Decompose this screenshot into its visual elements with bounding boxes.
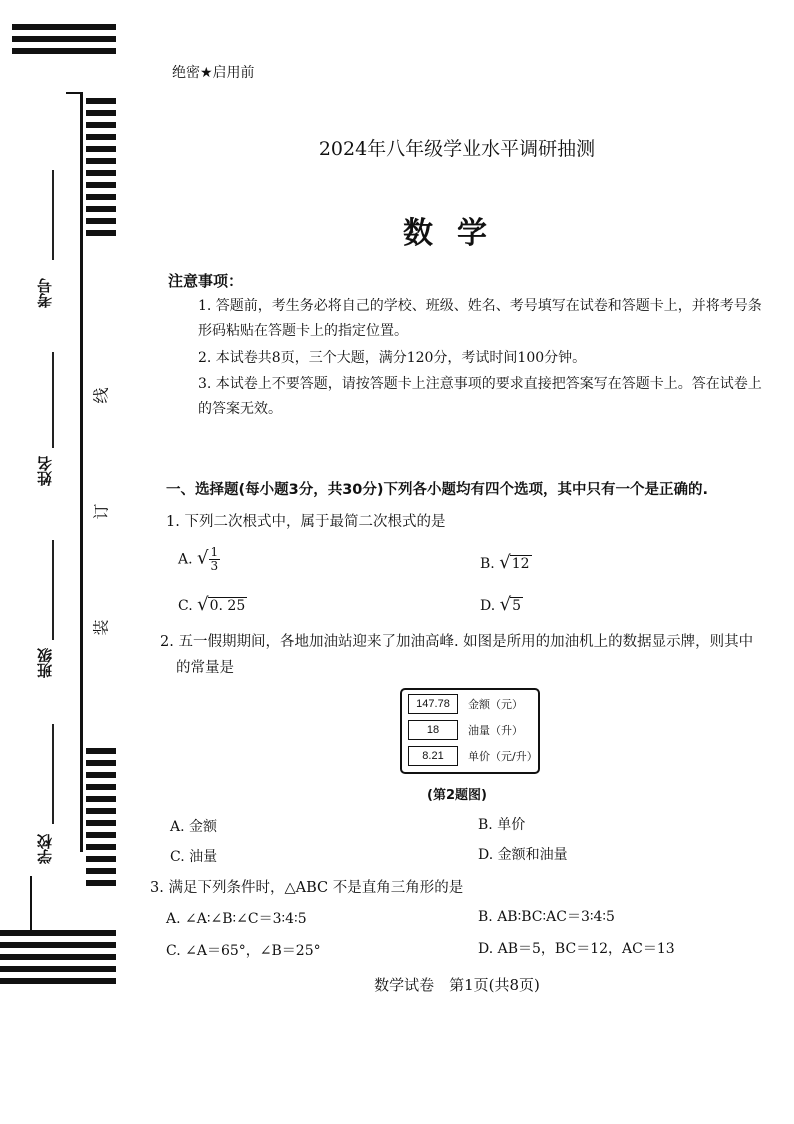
top-bars [12,24,116,60]
seal-char-ding: 订 [91,503,111,520]
section-heading: 一、选择题(每小题3分，共30分)下列各小题均有四个选项，其中只有一个是正确的. [166,482,709,498]
q3-option-b: B. AB∶BC∶AC＝3∶4∶5 [478,909,615,925]
secret-mark: 绝密★启用前 [172,65,255,81]
q3-option-c: C. ∠A＝65°，∠B＝25° [166,943,321,959]
fuel-pump-display [400,688,540,774]
seal-char-xian: 线 [91,387,111,404]
subject-title: 数学 [403,216,511,251]
question-3-stem: 3. 满足下列条件时，△ABC 不是直角三角形的是 [150,880,464,896]
question-1-stem: 1. 下列二次根式中，属于最简二次根式的是 [166,514,446,530]
figure-caption: (第2题图) [427,788,487,803]
q2-option-d: D. 金额和油量 [478,847,568,863]
display-row-unit-price: 8.21 单价（元/升） [408,746,538,766]
question-2-stem-line2: 的常量是 [176,660,234,676]
question-2-stem-line1: 2. 五一假期期间，各地加油站迎来了加油高峰. 如图是所用的加油机上的数据显示牌，则其中 [160,634,754,650]
field-class: 班级 [36,648,54,678]
notice-item-2: 2. 本试卷共8页，三个大题，满分120分，考试时间100分钟。 [198,350,587,366]
q3-option-d: D. AB＝5，BC＝12，AC＝13 [478,941,675,957]
exam-title: 2024年八年级学业水平调研抽测 [318,138,596,160]
lower-ticks [86,748,116,892]
seal-char-zhuang: 装 [91,619,111,636]
page-footer: 数学试卷 第1页(共8页) [374,976,540,994]
q1-option-d: D. √5 [480,594,522,615]
q1-option-c: C. √0. 25 [178,594,246,615]
field-school: 学校 [36,834,54,864]
q2-option-c: C. 油量 [170,849,218,865]
q1-option-b: B. √12 [480,552,530,573]
field-name: 姓名 [36,456,54,486]
q2-option-b: B. 单价 [478,817,526,833]
display-row-volume: 18 油量（升） [408,720,523,740]
q3-option-a: A. ∠A∶∠B∶∠C＝3∶4∶5 [166,911,307,927]
notice-item-1: 1. 答题前，考生务必将自己的学校、班级、姓名、考号填写在试卷和答题卡上，并将考号条形码粘贴在答题卡上的指定位置。 [198,298,762,339]
q2-option-a: A. 金额 [170,819,218,835]
q1-option-a: A. √ $\frac{1}{3}$ [178,545,219,573]
notice-item-3: 3. 本试卷上不要答题，请按答题卡上注意事项的要求直接把答案写在答题卡上。答在试卷上的答案无效。 [198,376,762,417]
display-row-amount: 147.78 金额（元） [408,694,523,714]
strip-border [80,92,83,852]
notice-heading: 注意事项： [168,272,244,290]
field-exam-number: 考号 [36,278,54,308]
